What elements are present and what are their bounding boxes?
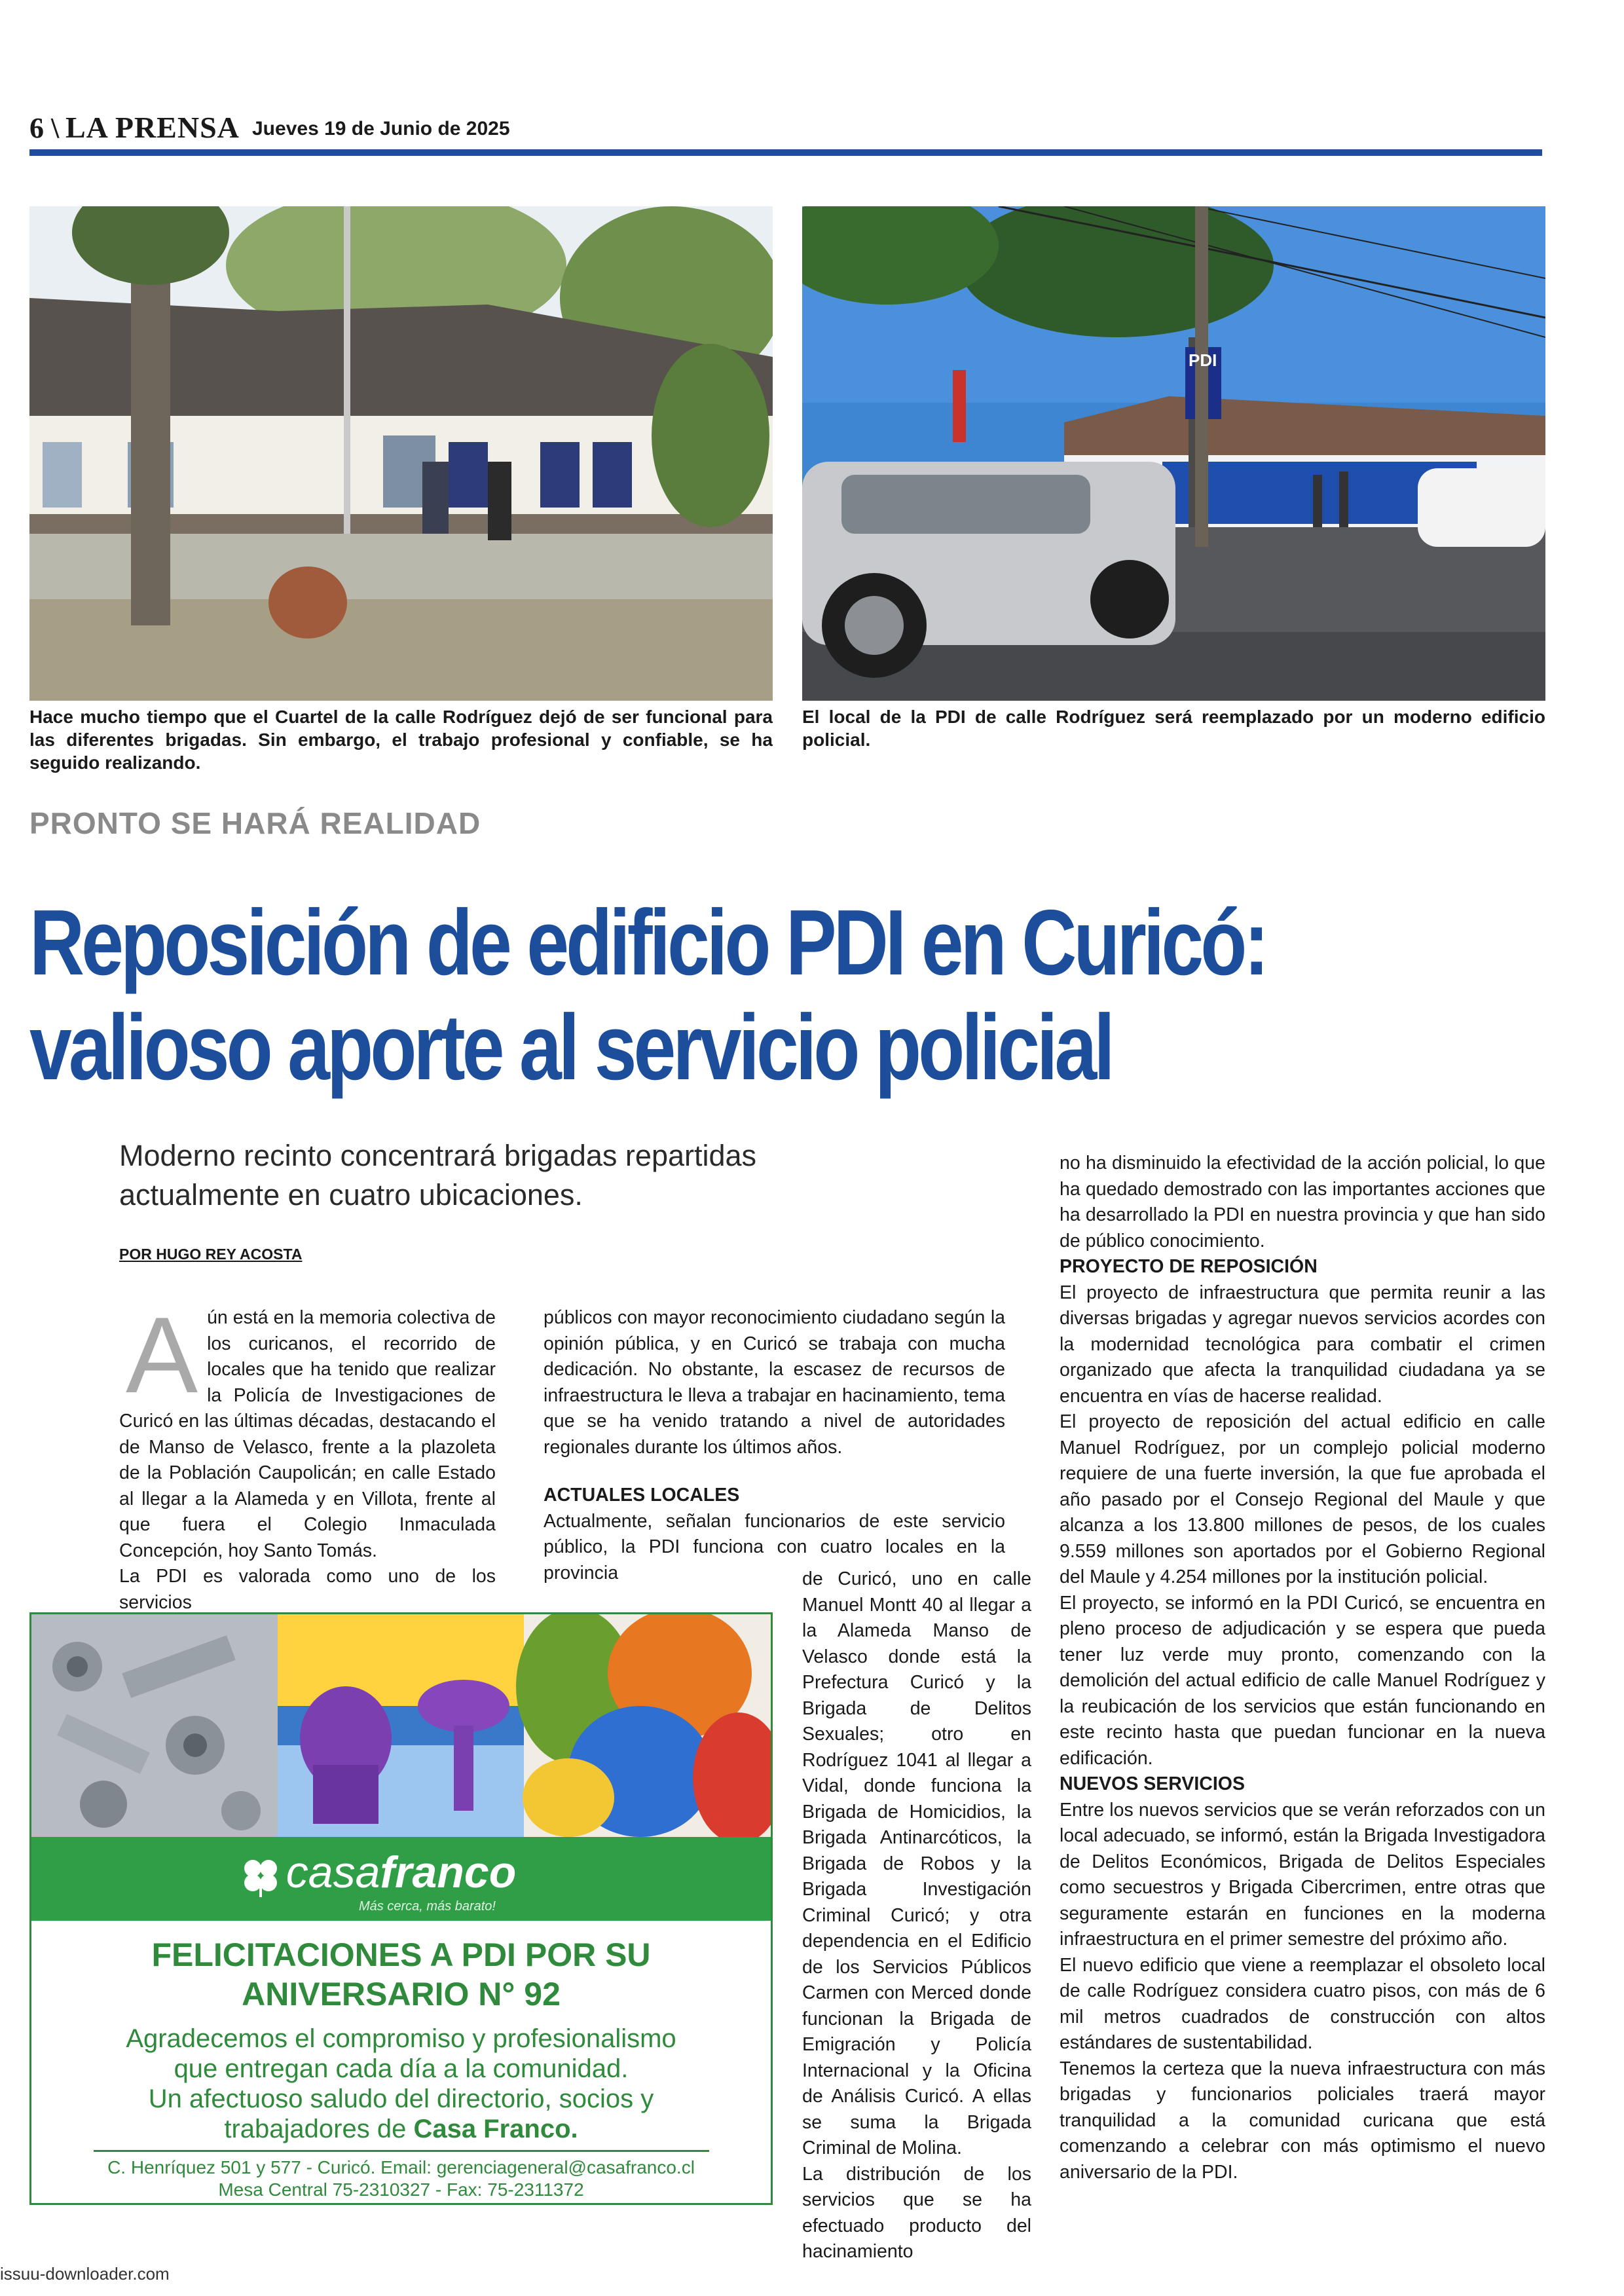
message-brand: Casa Franco. (413, 2115, 578, 2143)
article-column-2 (544, 1305, 1005, 1586)
ad-phones: Mesa Central 75-2310327 - Fax: 75-2311372 (218, 2179, 584, 2200)
message-line: Agradecemos el compromiso y profesionalismo (126, 2024, 676, 2053)
message-line (31, 2114, 771, 2144)
drop-cap: A (126, 1295, 198, 1415)
page-number: 6 \ (29, 112, 60, 144)
ad-brand-logo (31, 1847, 771, 1898)
message-text: trabajadores de (224, 2115, 414, 2143)
article-headline-line1: Reposición de edificio PDI en Curicó: (29, 891, 1266, 995)
section-heading: ACTUALES LOCALES (544, 1485, 740, 1506)
ad-address: C. Henríquez 501 y 577 - Curicó. Email: gerenciageneral@casafranco.cl (107, 2157, 695, 2177)
issue-date: Jueves 19 de Junio de 2025 (252, 118, 510, 139)
ad-divider (94, 2150, 709, 2152)
paragraph: El proyecto de infraestructura que permita reunir a las diversas brigadas y agregar nuevos servicios acordes con la modernidad tecnológica para combatir el crimen organizado que afecta la tranquilidad ciudadana ya se encuentra en vías de hacerse realidad. (1060, 1282, 1545, 1407)
ad-product-collage (31, 1614, 771, 1837)
paragraph: no ha disminuido la efectividad de la acción policial, lo que ha quedado demostrado con las importantes acciones que ha desarrollado la PDI en nuestra provincia y que han sido de público conocimiento. (1060, 1153, 1545, 1251)
header-rule (29, 149, 1542, 156)
article-column-1 (119, 1295, 496, 1616)
pdi-sign-text: PDI (1189, 350, 1217, 370)
article-subhead: Moderno recinto concentrará brigadas repartidas actualmente en cuatro ubicaciones. (119, 1139, 757, 1212)
photo-old-headquarters (29, 206, 773, 701)
paragraph: El proyecto de reposición del actual edificio en calle Manuel Rodríguez, por un complejo policial moderno requiere de una fuerte inversión, la que fue aprobada el año pasado por el Consejo Regional del Maule y que alcanza a los 13.800 millones de pesos, de los cuales 9.559 millones son aportados por el Gobierno Regional del Maule y 4.254 millones por la institución policial. (1060, 1411, 1545, 1587)
photo-pdi-street (802, 206, 1545, 701)
article-byline: POR HUGO REY ACOSTA (119, 1246, 303, 1263)
brand-prefix: casa (286, 1847, 380, 1897)
paragraph: Tenemos la certeza que la nueva infraestructura con más brigadas y funcionarios policiales traerá mayor tranquilidad a la comunidad curicana que está comenzando a celebrar con más optimismo el nuevo aniversario de la PDI. (1060, 2058, 1545, 2183)
source-watermark: issuu-downloader.com (0, 2264, 170, 2284)
casa-franco-advertisement (29, 1612, 773, 2205)
paragraph: El proyecto, se informó en la PDI Curicó, se encuentra en pleno proceso de adjudicación y se espera que pueda tener luz verde muy pronto, comenzando con la demolición del actual edificio de calle Manuel Rodríguez y la reubicación de los servicios que están funcionando en este recinto hasta que puedan funcionar en la nueva edificación. (1060, 1592, 1545, 1769)
photo-caption: El local de la PDI de calle Rodríguez será reemplazado por un moderno edificio policial. (802, 707, 1545, 750)
paragraph: ún está en la memoria colectiva de los curicanos, el recorrido de locales que ha tenido que realizar la Policía de Investigaciones de Curicó en las últimas décadas, destacando el de Manso de Velasco, frente a la plazoleta de la Población Caupolicán; en calle Estado al llegar a la Alameda y en Villota, frente al que fuera el Colegio Inmaculada Concepción, hoy Santo Tomás. (119, 1307, 496, 1561)
message-line: Un afectuoso saludo del directorio, socios y (148, 2084, 654, 2113)
publication-name: LA PRENSA (65, 111, 240, 144)
article-headline-line2: valioso aporte al servicio policial (29, 995, 1112, 1100)
photo-caption: Hace mucho tiempo que el Cuartel de la calle Rodríguez dejó de ser funcional para las diferentes brigadas. Sin embargo, el trabajo profesional y confiable, se ha seguido realizando. (29, 707, 773, 773)
article-column-2-continued (802, 1566, 1031, 2265)
article-column-3 (1060, 1151, 1545, 2185)
ad-message (31, 2024, 771, 2144)
ad-tagline: Más cerca, más barato! (359, 1899, 496, 1914)
paragraph: de Curicó, uno en calle Manuel Montt 40 al llegar a la Alameda Manso de Velasco donde está la Prefectura Curicó y la Brigada de Delitos Sexuales; otro en Rodríguez 1041 al llegar a Vidal, donde funciona la Brigada de Homicidios, la Brigada Antinarcóticos, la Brigada de Robos y la Brigada Investigación Criminal Curicó; y otra dependencia en el Edificio de los Servicios Públicos Carmen con Merced donde funcionan la Brigada de Emigración y Policía Internacional y la Oficina de Análisis Curicó. A ellas se suma la Brigada Criminal de Molina. (802, 1568, 1031, 2158)
section-heading: PROYECTO DE REPOSICIÓN (1060, 1256, 1318, 1277)
ad-congratulations (31, 1935, 771, 2014)
paragraph: La PDI es valorada como uno de los servicios (119, 1566, 496, 1613)
paragraph: públicos con mayor reconocimiento ciudadano según la opinión pública, y en Curicó se trabaja con mucha dedicación. No obstante, la escasez de recursos de infraestructura le lleva a trabajar en hacinamiento, tema que se ha venido tratando a nivel de autoridades regionales durante los últimos años. (544, 1307, 1005, 1458)
message-line: que entregan cada día a la comunidad. (174, 2054, 629, 2083)
paragraph: La distribución de los servicios que se ha efectuado producto del hacinamiento (802, 2163, 1031, 2262)
brand-suffix: franco (380, 1847, 517, 1897)
congrats-line: FELICITACIONES A PDI POR SU (151, 1936, 651, 1973)
ad-contact (31, 2157, 771, 2201)
congrats-line: ANIVERSARIO N° 92 (242, 1976, 561, 2012)
section-heading: NUEVOS SERVICIOS (1060, 1773, 1245, 1794)
paragraph: Entre los nuevos servicios que se verán reforzados con un local adecuado, se informó, están la Brigada Investigadora de Delitos Económicos, Brigada de Delitos Especiales como secuestros y Brigada Cibercrimen, entre otras que seguramente estarán en funciones en la moderna infraestructura en el primer semestre del próximo año. (1060, 1799, 1545, 1950)
paragraph: Actualmente, señalan funcionarios de este servicio público, la PDI funciona con cuatro locales en la provincia (544, 1510, 1005, 1583)
paragraph: El nuevo edificio que viene a reemplazar el obsoleto local de calle Rodríguez considera cuatro pisos, con más de 6 mil metros cuadrados de construcción con altos estándares de sustentabilidad. (1060, 1954, 1545, 2053)
article-kicker: PRONTO SE HARÁ REALIDAD (29, 806, 481, 840)
